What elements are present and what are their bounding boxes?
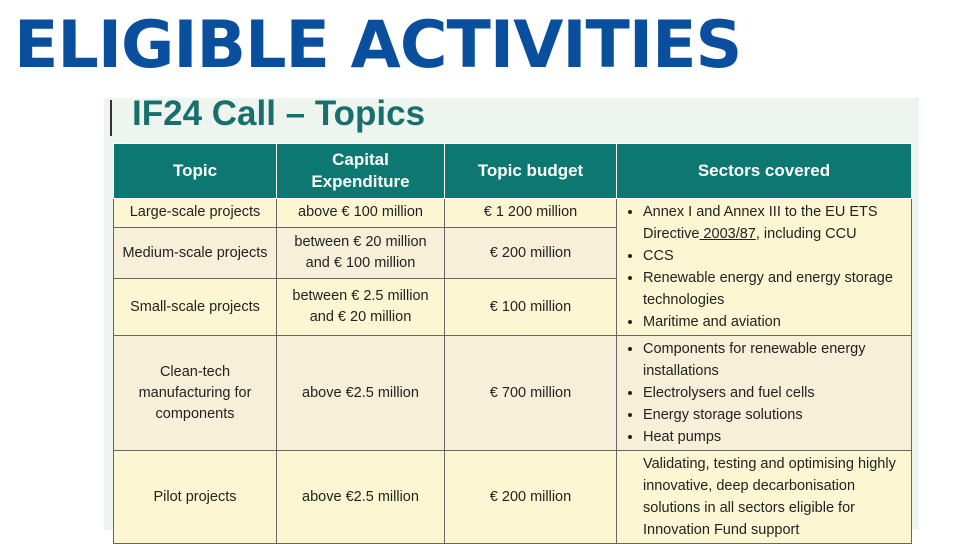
header-topic-budget: Topic budget bbox=[445, 144, 617, 199]
table-row bbox=[114, 451, 912, 544]
table-row bbox=[114, 336, 912, 451]
directive-link[interactable]: 2003/87 bbox=[699, 226, 756, 242]
row-capex: between € 2.5 million and € 20 million bbox=[277, 279, 445, 336]
sector-item: • Electrolysers and fuel cells bbox=[643, 382, 907, 404]
sector-text: Annex I and Annex III to the EU ETS Directive bbox=[643, 204, 878, 242]
sector-item bbox=[643, 201, 907, 245]
slide-title: IF24 Call – Topics bbox=[132, 94, 426, 133]
header-sectors-covered: Sectors covered bbox=[617, 144, 912, 199]
sector-item: • Maritime and aviation bbox=[643, 311, 907, 333]
sector-item: • CCS bbox=[643, 245, 907, 267]
row-topic: Medium-scale projects bbox=[114, 227, 277, 279]
row-budget: € 100 million bbox=[445, 279, 617, 336]
row-budget: € 200 million bbox=[445, 451, 617, 544]
sectors-cell bbox=[617, 451, 912, 544]
title-accent-bar bbox=[110, 100, 112, 136]
header-topic: Topic bbox=[114, 144, 277, 199]
row-budget: € 1 200 million bbox=[445, 199, 617, 228]
row-topic: Large-scale projects bbox=[114, 199, 277, 228]
row-topic: Clean-tech manufacturing for components bbox=[114, 336, 277, 451]
row-capex: above € 100 million bbox=[277, 199, 445, 228]
sector-text: , including CCU bbox=[755, 226, 857, 242]
table-header-row bbox=[114, 144, 912, 199]
topics-table bbox=[113, 143, 912, 544]
row-capex: above €2.5 million bbox=[277, 336, 445, 451]
sector-item: • Components for renewable energy installations bbox=[643, 338, 907, 382]
sector-item: • Heat pumps bbox=[643, 426, 907, 448]
sector-item: • Renewable energy and energy storage technologies bbox=[643, 267, 907, 311]
row-capex: above €2.5 million bbox=[277, 451, 445, 544]
sector-item: • Energy storage solutions bbox=[643, 404, 907, 426]
row-budget: € 700 million bbox=[445, 336, 617, 451]
sector-item: Validating, testing and optimising highly innovative, deep decarbonisation solutions in all sectors eligible for Innovation Fund support bbox=[643, 456, 896, 538]
row-capex: between € 20 million and € 100 million bbox=[277, 227, 445, 279]
sectors-cell bbox=[617, 199, 912, 336]
sectors-cell bbox=[617, 336, 912, 451]
header-capital-expenditure: Capital Expenditure bbox=[277, 144, 445, 199]
row-budget: € 200 million bbox=[445, 227, 617, 279]
table-row bbox=[114, 199, 912, 228]
page-title: ELIGIBLE ACTIVITIES bbox=[14, 8, 742, 83]
row-topic: Small-scale projects bbox=[114, 279, 277, 336]
row-topic: Pilot projects bbox=[114, 451, 277, 544]
